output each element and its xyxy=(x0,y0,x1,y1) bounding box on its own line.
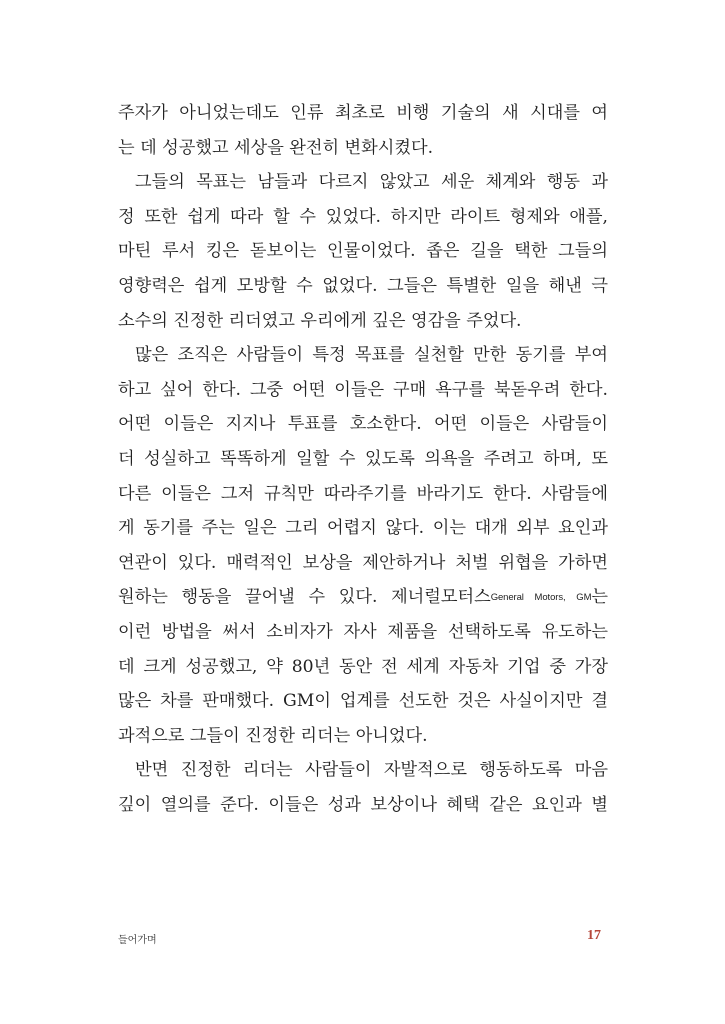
gm-line-suffix: 는 xyxy=(591,587,608,608)
text-line: 과적으로 그들이 진정한 리더는 아니었다. xyxy=(118,725,428,746)
text-line: 하고 싶어 한다. 그중 어떤 이들은 구매 욕구를 북돋우려 한다. xyxy=(118,379,608,400)
text-line: 이런 방법을 써서 소비자가 자사 제품을 선택하도록 유도하는 xyxy=(118,621,608,642)
text-line-gm xyxy=(118,580,608,615)
text-line: 주자가 아니었는데도 인류 최초로 비행 기술의 새 시대를 여 xyxy=(118,103,608,123)
text-line: 마틴 루서 킹은 돋보이는 인물이었다. 좁은 길을 택한 그들의 xyxy=(118,241,608,262)
text-line: 정 또한 쉽게 따라 할 수 있었다. 하지만 라이트 형제와 애플, xyxy=(118,206,608,227)
paragraph-first-line: 반면 진정한 리더는 사람들이 자발적으로 행동하도록 마음 xyxy=(135,760,608,781)
page-number: 17 xyxy=(587,928,601,943)
text-line: 더 성실하고 똑똑하게 일할 수 있도록 의욕을 주려고 하며, 또 xyxy=(118,448,608,469)
text-line: 는 데 성공했고 세상을 완전히 변화시켰다. xyxy=(118,137,434,158)
gm-line-text: 원하는 행동을 끌어낼 수 있다. 제너럴모터스 xyxy=(118,587,491,608)
running-footer-title: 들어가며 xyxy=(118,935,157,946)
text-line: 연관이 있다. 매력적인 보상을 제안하거나 처벌 위협을 가하면 xyxy=(118,552,608,573)
text-line: 데 크게 성공했고, 약 80년 동안 전 세계 자동차 기업 중 가장 xyxy=(118,656,608,677)
text-line: 영향력은 쉽게 모방할 수 없었다. 그들은 특별한 일을 해낸 극 xyxy=(118,275,608,296)
text-line: 많은 차를 판매했다. GM이 업계를 선도한 것은 사실이지만 결 xyxy=(118,691,608,712)
text-line: 다른 이들은 그저 규칙만 따라주기를 바라기도 한다. 사람들에 xyxy=(118,483,608,504)
paragraph-first-line: 많은 조직은 사람들이 특정 목표를 실천할 만한 동기를 부여 xyxy=(135,345,608,366)
gm-english-note: General Motors, GM xyxy=(490,592,592,604)
text-line: 깊이 열의를 준다. 이들은 성과 보상이나 혜택 같은 요인과 별 xyxy=(118,794,608,815)
text-line: 게 동기를 주는 일은 그리 어렵지 않다. 이는 대개 외부 요인과 xyxy=(118,518,608,539)
text-line: 소수의 진정한 리더였고 우리에게 깊은 영감을 주었다. xyxy=(118,310,522,331)
text-line: 어떤 이들은 지지나 투표를 호소한다. 어떤 이들은 사람들이 xyxy=(118,414,608,435)
paragraph-first-line: 그들의 목표는 남들과 다르지 않았고 세운 체계와 행동 과 xyxy=(135,172,608,193)
body-text xyxy=(118,96,608,822)
